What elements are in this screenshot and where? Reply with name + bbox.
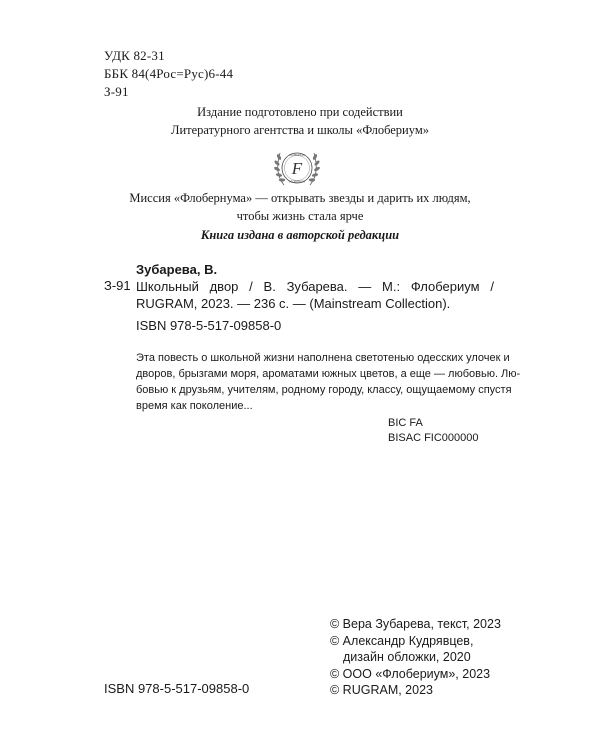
logo-bottom-text: ФЛОБЕРИУМ [288, 180, 306, 184]
mission-line-1: Миссия «Флобернума» — открывать звезды и дарить их людям, [129, 191, 471, 205]
preparation-line-1: Издание подготовлено при содействии [197, 105, 403, 119]
udk-code: УДК 82-31 [104, 48, 165, 63]
copyright-line-5: © RUGRAM, 2023 [330, 683, 433, 697]
annotation [136, 350, 521, 414]
classification-block [104, 47, 233, 101]
record-author: Зубарева, В. [136, 262, 218, 277]
annotation-line-2: дворов, брызгами моря, ароматами южных цветов, а еще — любовью. Лю- [136, 368, 521, 380]
copyright-line-1: © Вера Зубарева, текст, 2023 [330, 617, 501, 631]
annotation-line-3: бовью к друзьям, учителям, родному городу, классу, ощущаемому спустя [136, 384, 512, 396]
desc-word: В. [263, 279, 276, 294]
logo-letter: F [291, 159, 303, 178]
desc-word: двор [209, 279, 239, 294]
desc-word: / [249, 279, 253, 294]
logo-top-text: FLOBERIUM [289, 154, 305, 157]
copyright-line-3: дизайн обложки, 2020 [343, 650, 471, 664]
copyright-line-2: © Александр Кудрявцев, [330, 633, 474, 648]
record-description [136, 278, 494, 312]
bic-code: BIC FA [388, 417, 423, 429]
desc-word: Зубарева. [286, 279, 348, 294]
desc-word: Школьный [136, 279, 199, 294]
preparation-line-2: Литературного агентства и школы «Флобериум» [170, 123, 429, 137]
desc-word: / [490, 279, 494, 294]
bbk-code: ББК 84(4Рос=Рус)6-44 [104, 66, 234, 81]
annotation-line-1: Эта повесть о школьной жизни наполнена светотенью одесских улочек и [136, 352, 510, 364]
desc-word: — [358, 279, 372, 294]
record-code: З-91 [104, 278, 131, 293]
edition-note: Книга издана в авторской редакции [200, 228, 400, 242]
description-line-2: RUGRAM, 2023. — 236 с. — (Mainstream Collection). [136, 296, 451, 311]
annotation-line-4: время как поколение... [136, 400, 253, 412]
description-line-1 [136, 278, 494, 295]
copyright-line-4: © ООО «Флобериум», 2023 [330, 666, 491, 681]
mission-line-2: чтобы жизнь стала ярче [236, 209, 364, 223]
mission-statement [80, 189, 520, 225]
copyright-block [330, 616, 501, 699]
floberium-logo-icon [262, 143, 332, 193]
isbn-bottom: ISBN 978-5-517-09858-0 [104, 681, 250, 696]
bisac-code: BISAC FIC000000 [388, 432, 479, 444]
author-sign-code: З-91 [104, 84, 129, 99]
desc-word: Флобериум [410, 279, 480, 294]
preparation-note [100, 103, 500, 139]
subject-codes [388, 416, 479, 446]
record-isbn: ISBN 978-5-517-09858-0 [136, 318, 282, 333]
desc-word: М.: [382, 279, 401, 294]
